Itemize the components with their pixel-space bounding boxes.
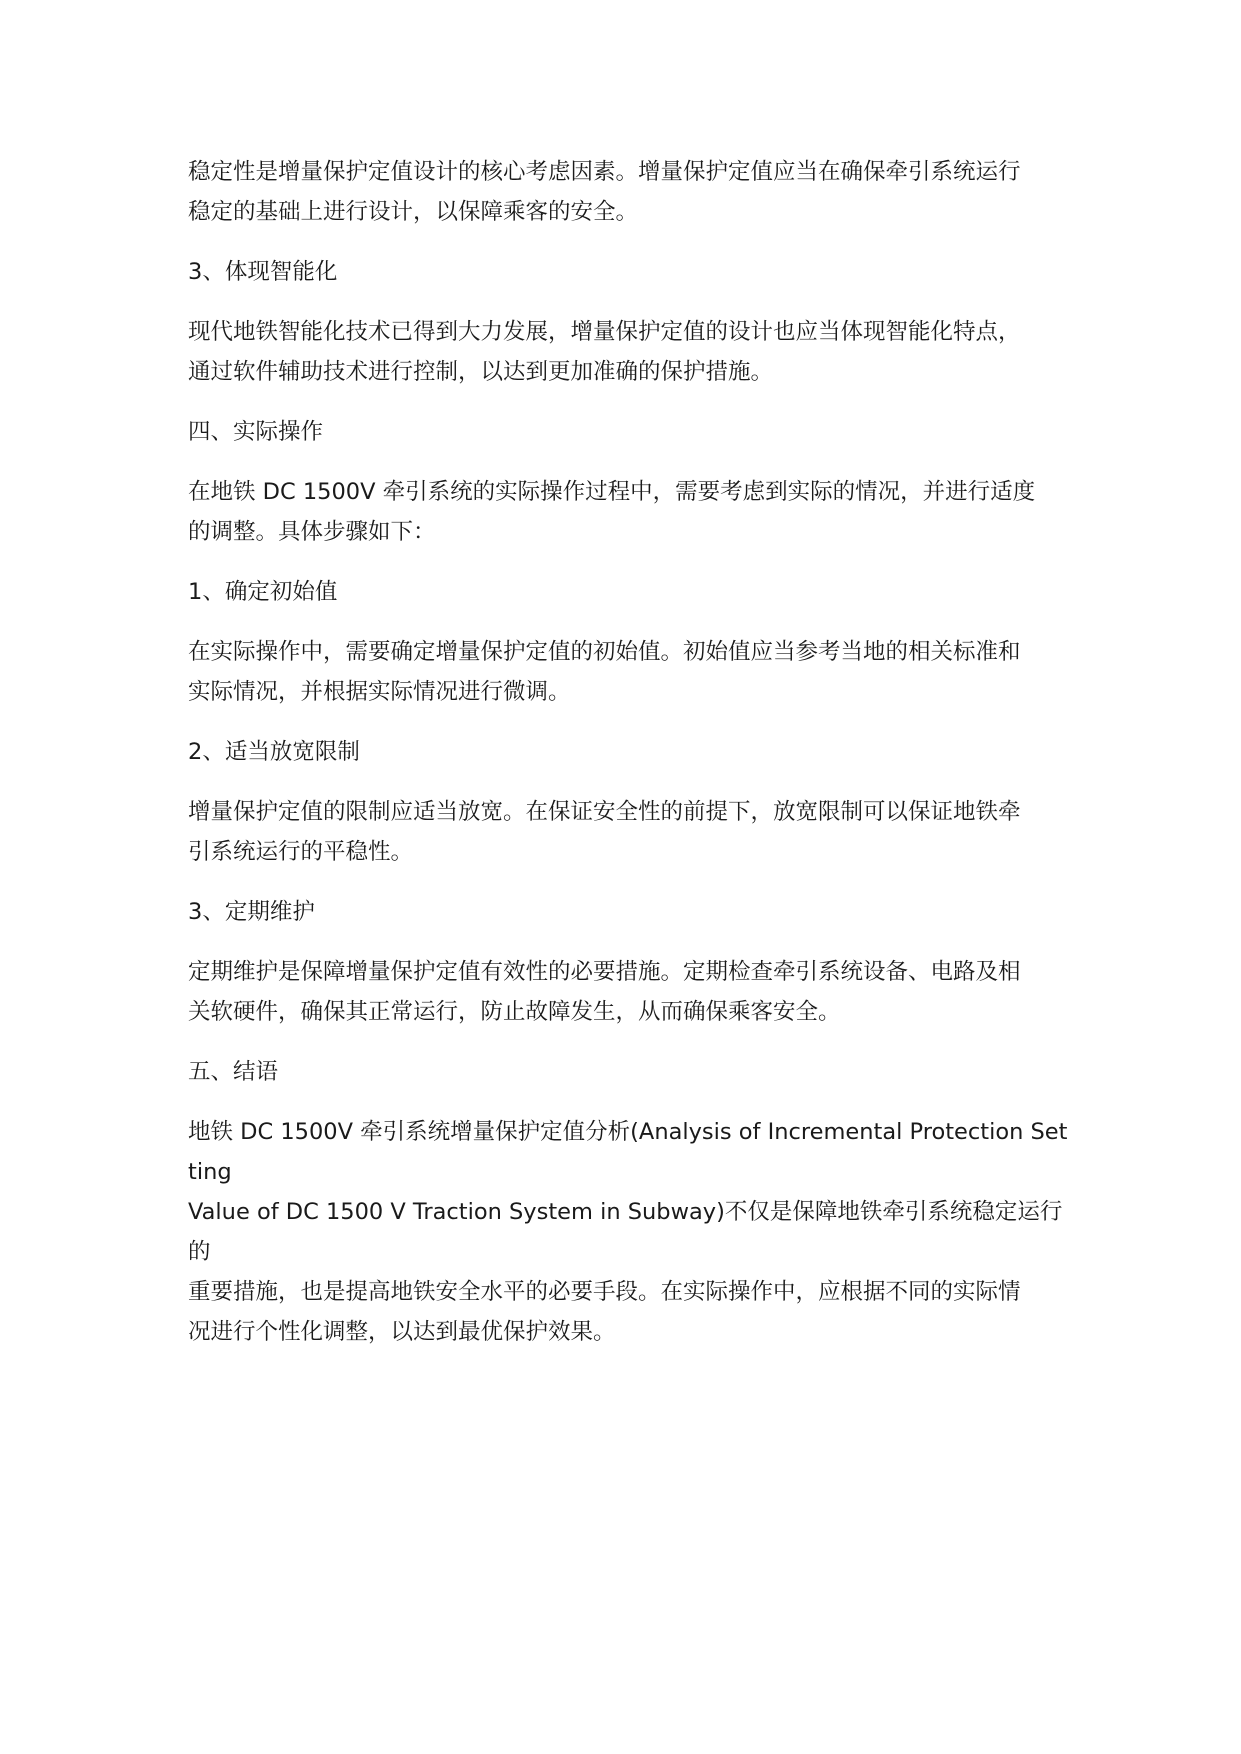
paragraph-maintenance	[188, 952, 1068, 1032]
paragraph-line: 增量保护定值的限制应适当放宽。在保证安全性的前提下，放宽限制可以保证地铁牵	[188, 799, 1021, 825]
paragraph-line: 稳定的基础上进行设计，以保障乘客的安全。	[188, 199, 639, 225]
paragraph-relax-limits	[188, 792, 1068, 872]
paragraph-line: Value of DC 1500 V Traction System in Subway)不仅是保障地铁牵引系统稳定运行的	[188, 1199, 1063, 1265]
paragraph-line: 实际情况，并根据实际情况进行微调。	[188, 679, 571, 705]
paragraph-initial-value	[188, 632, 1068, 712]
paragraph-line: 通过软件辅助技术进行控制，以达到更加准确的保护措施。	[188, 359, 774, 385]
heading-maintenance: 3、定期维护	[188, 899, 315, 925]
paragraph-line: 关软硬件，确保其正常运行，防止故障发生，从而确保乘客安全。	[188, 999, 841, 1025]
paragraph-line: 定期维护是保障增量保护定值有效性的必要措施。定期检查牵引系统设备、电路及相	[188, 959, 1021, 985]
paragraph-practical-operation	[188, 472, 1068, 552]
paragraph-line: 重要措施，也是提高地铁安全水平的必要手段。在实际操作中，应根据不同的实际情	[188, 1279, 1021, 1305]
heading-intelligence: 3、体现智能化	[188, 259, 338, 285]
paragraph-line: 的调整。具体步骤如下：	[188, 519, 436, 545]
paragraph-line: 引系统运行的平稳性。	[188, 839, 414, 865]
heading-initial-value: 1、确定初始值	[188, 579, 338, 605]
heading-practical-operation: 四、实际操作	[188, 419, 324, 445]
document-body	[188, 152, 1068, 1352]
paragraph-intelligence	[188, 312, 1068, 392]
paragraph-line: 况进行个性化调整，以达到最优保护效果。	[188, 1319, 616, 1345]
paragraph-line: 现代地铁智能化技术已得到大力发展，增量保护定值的设计也应当体现智能化特点，	[188, 319, 1021, 345]
paragraph-stability	[188, 152, 1068, 232]
heading-conclusion: 五、结语	[188, 1059, 279, 1085]
paragraph-line: 在实际操作中，需要确定增量保护定值的初始值。初始值应当参考当地的相关标准和	[188, 639, 1021, 665]
paragraph-line: 稳定性是增量保护定值设计的核心考虑因素。增量保护定值应当在确保牵引系统运行	[188, 159, 1021, 185]
paragraph-line: 在地铁 DC 1500V 牵引系统的实际操作过程中，需要考虑到实际的情况，并进行适度	[188, 479, 1036, 505]
paragraph-line: 地铁 DC 1500V 牵引系统增量保护定值分析(Analysis of Incremental Protection Setting	[188, 1119, 1068, 1185]
heading-relax-limits: 2、适当放宽限制	[188, 739, 360, 765]
paragraph-conclusion	[188, 1112, 1068, 1352]
